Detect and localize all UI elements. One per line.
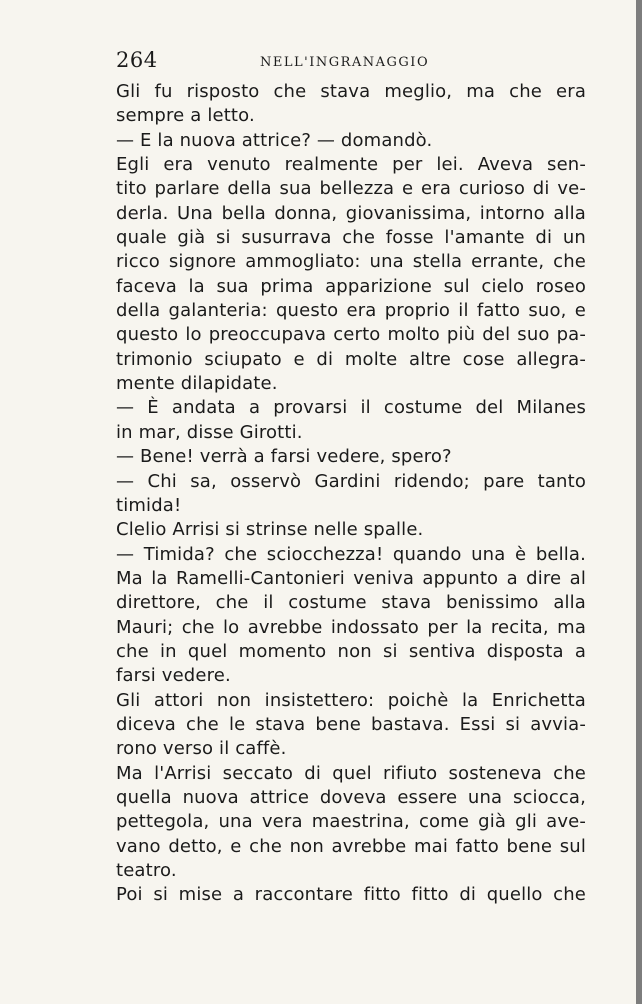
text-line: rono verso il caffè.: [116, 738, 287, 760]
text-line: che in quel momento non si sentiva disposta a: [116, 640, 586, 662]
text-line: — Bene! verrà a farsi vedere, spero?: [116, 446, 452, 468]
text-line: teatro.: [116, 860, 177, 881]
text-line: — Chi sa, osservò Gardini ridendo; pare tanto: [116, 470, 586, 492]
text-line: Egli era venuto realmente per lei. Aveva sen-: [116, 154, 586, 176]
text-line: Ma l'Arrisi seccato di quel rifiuto sosteneva che: [116, 762, 586, 784]
text-line: Gli attori non insistettero: poichè la Enrichetta: [116, 689, 586, 711]
text-line: derla. Una bella donna, giovanissima, intorno alla: [116, 202, 586, 224]
text-line: tito parlare della sua bellezza e era curioso di ve-: [116, 178, 586, 200]
page-number: 264: [116, 48, 158, 72]
text-line: faceva la sua prima apparizione sul cielo roseo: [116, 275, 586, 297]
text-line: diceva che le stava bene bastava. Essi si avvia-: [116, 713, 586, 735]
running-head: NELL'INGRANAGGIO: [260, 55, 430, 70]
text-line: timida!: [116, 494, 182, 516]
text-line: farsi vedere.: [116, 665, 231, 687]
text-line: Clelio Arrisi si strinse nelle spalle.: [116, 519, 424, 541]
page-header: [116, 48, 586, 72]
text-line: quale già si susurrava che fosse l'amante di un: [116, 227, 586, 249]
text-line: Gli fu risposto che stava meglio, ma che era: [116, 81, 586, 102]
text-line: mente dilapidate.: [116, 373, 278, 395]
text-line: — E la nuova attrice? — domandò.: [116, 129, 433, 151]
text-line: direttore, che il costume stava benissimo alla: [116, 592, 586, 614]
text-line: Ma la Ramelli-Cantonieri veniva appunto a dire al: [116, 567, 586, 589]
text-line: trimonio sciupato e di molte altre cose allegra-: [116, 348, 586, 370]
text-line: quella nuova attrice doveva essere una sciocca,: [116, 786, 586, 808]
text-line: vano detto, e che non avrebbe mai fatto bene sul: [116, 835, 586, 857]
text-line: ricco signore ammogliato: una stella errante, che: [116, 251, 586, 273]
text-line: — Timida? che sciocchezza! quando una è bella.: [116, 543, 586, 565]
page-edge-shadow: [636, 0, 642, 1004]
body-text: [116, 80, 586, 908]
text-line: Mauri; che lo avrebbe indossato per la recita, ma: [116, 616, 586, 638]
text-line: Poi si mise a raccontare fitto fitto di quello che: [116, 884, 586, 906]
text-line: sempre a letto.: [116, 105, 255, 127]
text-line: — È andata a provarsi il costume del Milanes: [116, 397, 586, 419]
text-line: questo lo preoccupava certo molto più del suo pa-: [116, 324, 586, 346]
text-line: della galanteria: questo era proprio il fatto suo, e: [116, 300, 586, 322]
text-line: pettegola, una vera maestrina, come già gli ave-: [116, 811, 586, 833]
text-line: in mar, disse Girotti.: [116, 421, 303, 443]
